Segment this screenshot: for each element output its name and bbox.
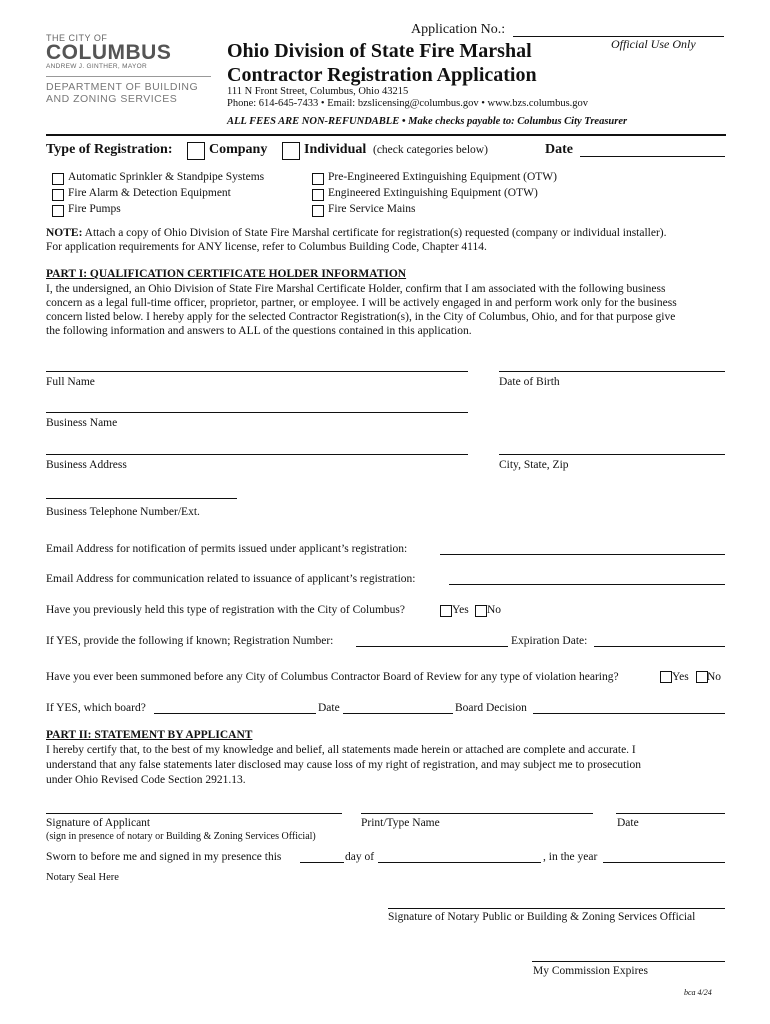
logo-line1: THE CITY OF <box>46 33 108 43</box>
registration-date-field[interactable] <box>580 156 725 157</box>
registration-type-label: Type of Registration: <box>46 142 173 157</box>
board-decision-label: Board Decision <box>455 702 527 714</box>
board-decision-field[interactable] <box>533 713 725 714</box>
company-label: Company <box>209 142 268 157</box>
signature-note: (sign in presence of notary or Building & Zoning Services Official) <box>46 831 316 842</box>
signature-field[interactable] <box>46 813 342 814</box>
email-communication-field[interactable] <box>449 584 725 585</box>
full-name-field[interactable] <box>46 371 468 372</box>
business-phone-field[interactable] <box>46 498 237 499</box>
individual-label: Individual <box>304 142 367 157</box>
note-line2: For application requirements for ANY license, refer to Columbus Building Code, Chapter 4114. <box>46 241 487 253</box>
board-date-field[interactable] <box>343 713 453 714</box>
part1-heading: PART I: QUALIFICATION CERTIFICATE HOLDER INFORMATION <box>46 268 407 280</box>
board-summoned-question: Have you ever been summoned before any City of Columbus Contractor Board of Review for any type of violation hearing? <box>46 671 619 683</box>
notary-signature-label: Signature of Notary Public or Building & Zoning Services Official <box>388 911 696 923</box>
category-checkbox-fire-service-mains[interactable] <box>312 205 324 217</box>
signature-date-field[interactable] <box>616 813 725 814</box>
logo-line2: COLUMBUS <box>46 41 172 64</box>
fees-notice: ALL FEES ARE NON-REFUNDABLE • Make checks payable to: Columbus City Treasurer <box>227 116 628 127</box>
category-checkbox-pre-engineered[interactable] <box>312 173 324 185</box>
email-permits-field[interactable] <box>440 554 725 555</box>
category-checkbox-fire-pumps[interactable] <box>52 205 64 217</box>
signature-date-label: Date <box>617 817 639 829</box>
part2-para-3: under Ohio Revised Code Section 2921.13. <box>46 774 246 786</box>
company-checkbox[interactable] <box>187 142 205 160</box>
email-communication-label: Email Address for communication related to issuance of applicant’s registration: <box>46 573 416 585</box>
part1-para-1: I, the undersigned, an Ohio Division of State Fire Marshal Certificate Holder, confirm that I am associated with the following business <box>46 283 666 295</box>
previous-registration-yes-label: Yes <box>452 604 469 616</box>
official-use-label: Official Use Only <box>611 37 696 51</box>
office-contact: Phone: 614-645-7433 • Email: bzslicensing@columbus.gov • www.bzs.columbus.gov <box>227 98 589 109</box>
header-divider <box>46 134 726 136</box>
commission-expires-field[interactable] <box>532 961 725 962</box>
business-name-field[interactable] <box>46 412 468 413</box>
city-state-zip-field[interactable] <box>499 454 725 455</box>
sworn-day-field[interactable] <box>300 862 344 863</box>
registration-number-field[interactable] <box>356 646 508 647</box>
email-permits-label: Email Address for notification of permits issued under applicant’s registration: <box>46 543 408 555</box>
registration-number-label: If YES, provide the following if known; Registration Number: <box>46 635 334 647</box>
which-board-field[interactable] <box>154 713 316 714</box>
previous-registration-no-label: No <box>487 604 502 616</box>
notary-signature-field[interactable] <box>388 908 725 909</box>
previous-registration-yes-checkbox[interactable] <box>440 605 452 617</box>
notary-seal-label: Notary Seal Here <box>46 872 119 883</box>
day-of-label: day of <box>345 851 375 863</box>
check-categories-note: (check categories below) <box>373 144 488 156</box>
date-of-birth-label: Date of Birth <box>499 376 560 388</box>
form-code: bca 4/24 <box>684 988 712 997</box>
category-engineered: Engineered Extinguishing Equipment (OTW) <box>328 187 538 199</box>
board-date-label: Date <box>318 702 340 714</box>
part2-para-2: understand that any false statements later disclosed may cause loss of my right of registration, and may subject me to prosecution <box>46 759 641 771</box>
signature-label: Signature of Applicant <box>46 817 151 829</box>
date-of-birth-field[interactable] <box>499 371 725 372</box>
business-address-field[interactable] <box>46 454 468 455</box>
part1-para-4: the following information and answers to ALL of the questions contained in this application. <box>46 325 472 337</box>
individual-checkbox[interactable] <box>282 142 300 160</box>
sworn-year-field[interactable] <box>603 862 725 863</box>
note-label: NOTE: <box>46 227 83 239</box>
full-name-label: Full Name <box>46 376 95 388</box>
board-summoned-no-label: No <box>707 671 722 683</box>
logo-dept2: AND ZONING SERVICES <box>46 93 178 105</box>
which-board-label: If YES, which board? <box>46 702 146 714</box>
sworn-label: Sworn to before me and signed in my presence this <box>46 851 282 863</box>
business-phone-label: Business Telephone Number/Ext. <box>46 506 200 518</box>
board-summoned-yes-checkbox[interactable] <box>660 671 672 683</box>
office-address: 111 N Front Street, Columbus, Ohio 43215 <box>227 86 409 97</box>
category-sprinkler: Automatic Sprinkler & Standpipe Systems <box>68 171 265 183</box>
previous-registration-no-checkbox[interactable] <box>475 605 487 617</box>
category-fire-alarm: Fire Alarm & Detection Equipment <box>68 187 231 199</box>
category-checkbox-fire-alarm[interactable] <box>52 189 64 201</box>
application-no-label: Application No.: <box>411 22 506 37</box>
business-address-label: Business Address <box>46 459 127 471</box>
logo-divider <box>46 76 211 77</box>
commission-expires-label: My Commission Expires <box>533 965 649 977</box>
category-checkbox-engineered[interactable] <box>312 189 324 201</box>
logo-line3: ANDREW J. GINTHER, MAYOR <box>46 63 147 70</box>
part2-para-1: I hereby certify that, to the best of my knowledge and belief, all statements made herein or attached are complete and accurate. I <box>46 744 636 756</box>
registration-date-label: Date <box>545 142 573 157</box>
city-logo <box>46 33 216 105</box>
expiration-date-field[interactable] <box>594 646 725 647</box>
category-pre-engineered: Pre-Engineered Extinguishing Equipment (OTW) <box>328 171 557 183</box>
category-fire-pumps: Fire Pumps <box>68 203 121 215</box>
print-name-label: Print/Type Name <box>361 817 440 829</box>
part1-para-3: concern listed below. I hereby apply for the selected Contractor Registration(s), in the City of Columbus, Ohio, and for that purpose give <box>46 311 676 323</box>
note-line1 <box>46 227 667 239</box>
category-fire-service-mains: Fire Service Mains <box>328 203 416 215</box>
part2-heading: PART II: STATEMENT BY APPLICANT <box>46 729 253 741</box>
board-summoned-yes-label: Yes <box>672 671 689 683</box>
part1-para-2: concern as a legal full-time officer, proprietor, partner, or employee. I will be actively engaged in and perform work only for the business <box>46 297 677 309</box>
category-checkbox-sprinkler[interactable] <box>52 173 64 185</box>
in-the-year-label: , in the year <box>543 851 598 863</box>
expiration-date-label: Expiration Date: <box>511 635 588 647</box>
page-title-line1: Ohio Division of State Fire Marshal <box>227 40 532 62</box>
business-name-label: Business Name <box>46 417 118 429</box>
page-title-line2: Contractor Registration Application <box>227 64 537 86</box>
previous-registration-question: Have you previously held this type of registration with the City of Columbus? <box>46 604 406 616</box>
city-state-zip-label: City, State, Zip <box>499 459 569 471</box>
logo-dept1: DEPARTMENT OF BUILDING <box>46 81 199 93</box>
sworn-month-field[interactable] <box>378 862 541 863</box>
note-text: Attach a copy of Ohio Division of State Fire Marshal certificate for registration(s) requested (company or individual installer). <box>82 227 667 239</box>
print-name-field[interactable] <box>361 813 593 814</box>
